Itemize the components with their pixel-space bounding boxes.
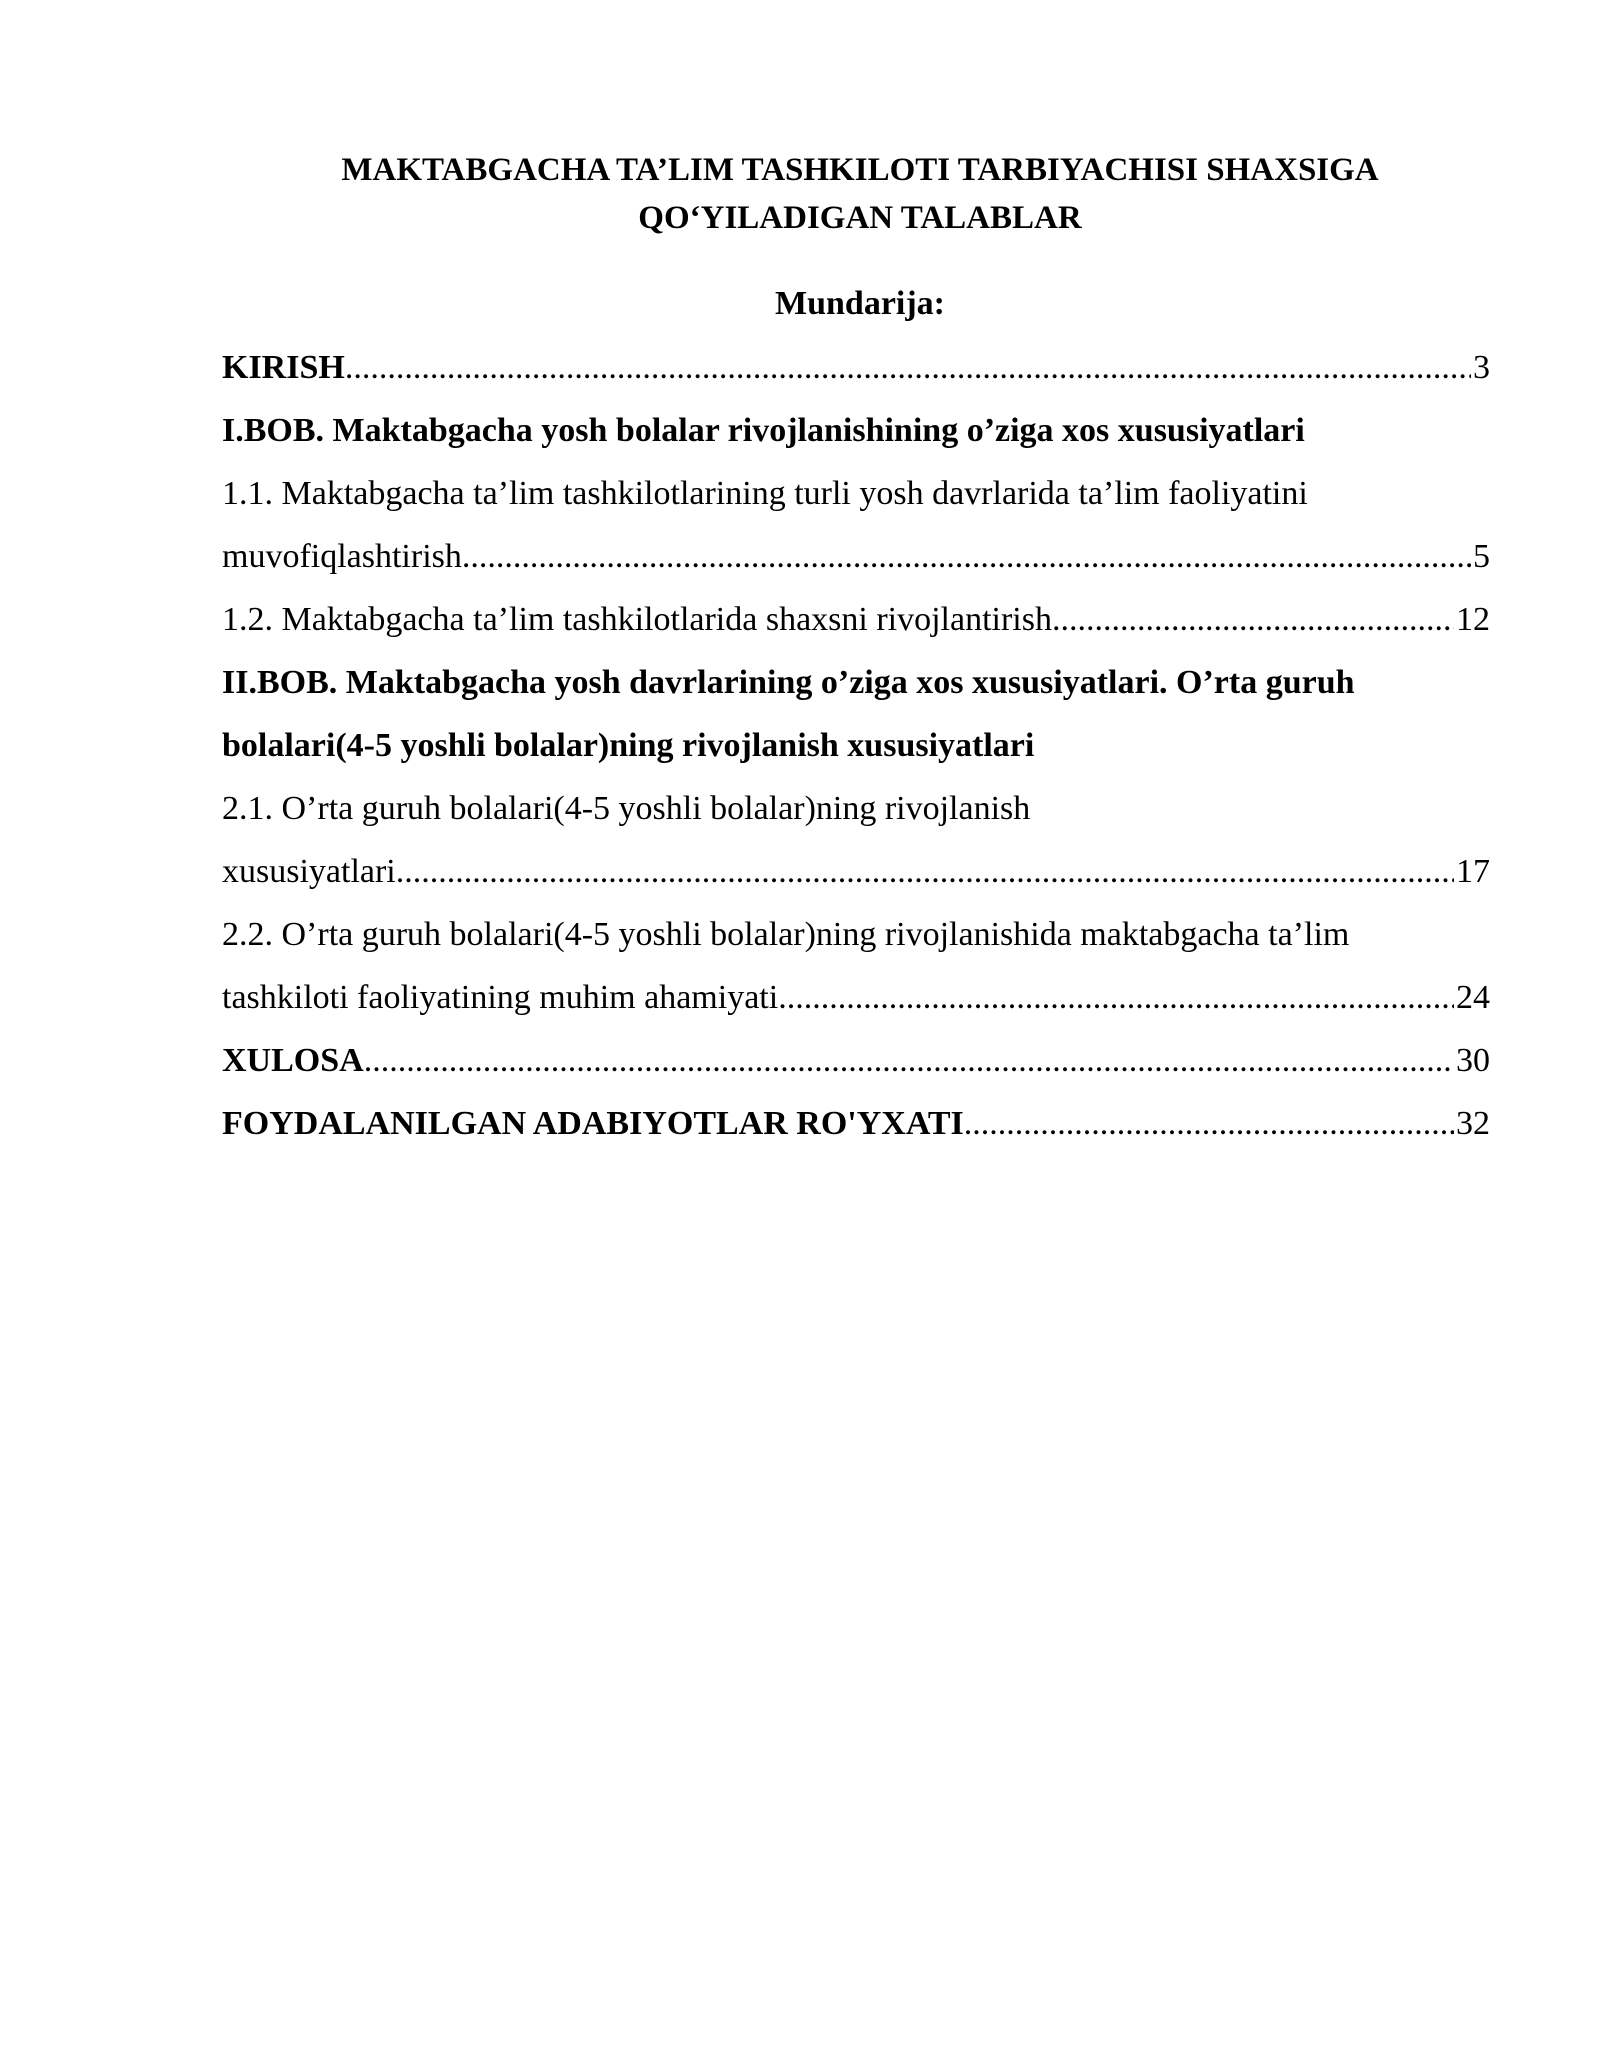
toc-entry-label: FOYDALANILGAN ADABIYOTLAR RO'YXATI <box>222 1105 964 1142</box>
dot-leader <box>345 344 1471 392</box>
toc-entry-2-1[interactable] <box>222 848 1490 896</box>
toc-chapter-2-heading-line-2[interactable]: bolalari(4-5 yoshli bolalar)ning rivojlanish xususiyatlari <box>222 727 1035 764</box>
dot-leader <box>364 1037 1454 1085</box>
toc-chapter-1-heading[interactable]: I.BOB. Maktabgacha yosh bolalar rivojlanishining o’ziga xos xususiyatlari <box>222 412 1305 449</box>
toc-entry-label: tashkiloti faoliyatining muhim ahamiyati <box>222 979 779 1016</box>
document-title-line-1: MAKTABGACHA TA’LIM TASHKILOTI TARBIYACHISI SHAXSIGA <box>341 152 1379 188</box>
toc-entry-label: xususiyatlari <box>222 853 396 890</box>
toc-entry-1-1-line-1[interactable]: 1.1. Maktabgacha ta’lim tashkilotlarining turli yosh davrlarida ta’lim faoliyatini <box>222 475 1308 512</box>
toc-page-number: 12 <box>1456 601 1490 638</box>
dot-leader <box>396 848 1454 896</box>
toc-page-number: 30 <box>1456 1042 1490 1079</box>
toc-page-number: 24 <box>1456 979 1490 1016</box>
toc-entry-label: XULOSA <box>222 1042 364 1079</box>
toc-page-number: 17 <box>1456 853 1490 890</box>
toc-entry-2-2-line-1[interactable]: 2.2. O’rta guruh bolalari(4-5 yoshli bolalar)ning rivojlanishida maktabgacha ta’lim <box>222 916 1350 953</box>
toc-entry-1-2[interactable] <box>222 596 1490 644</box>
toc-entry-label: KIRISH <box>222 349 345 386</box>
dot-leader <box>462 533 1471 581</box>
dot-leader <box>964 1100 1454 1148</box>
toc-entry-xulosa[interactable] <box>222 1037 1490 1085</box>
toc-chapter-2-heading-line-1[interactable]: II.BOB. Maktabgacha yosh davrlarining o’ziga xos xususiyatlari. O’rta guruh <box>222 664 1355 701</box>
toc-entry-label: muvofiqlashtirish <box>222 538 462 575</box>
document-title-line-2: QO‘YILADIGAN TALABLAR <box>638 200 1082 236</box>
toc-entry-kirish[interactable] <box>222 344 1490 392</box>
toc-entry-2-1-line-1[interactable]: 2.1. O’rta guruh bolalari(4-5 yoshli bolalar)ning rivojlanish <box>222 790 1031 827</box>
toc-entry-2-2[interactable] <box>222 974 1490 1022</box>
toc-heading: Mundarija: <box>775 285 945 322</box>
dot-leader <box>778 974 1454 1022</box>
toc-entry-label: 1.2. Maktabgacha ta’lim tashkilotlarida shaxsni rivojlantirish <box>222 601 1052 638</box>
toc-entry-adabiyotlar[interactable] <box>222 1100 1490 1148</box>
toc-page-number: 32 <box>1456 1105 1490 1142</box>
dot-leader <box>1052 596 1454 644</box>
toc-page-number: 3 <box>1473 349 1490 386</box>
toc-page-number: 5 <box>1473 538 1490 575</box>
toc-entry-1-1[interactable] <box>222 533 1490 581</box>
